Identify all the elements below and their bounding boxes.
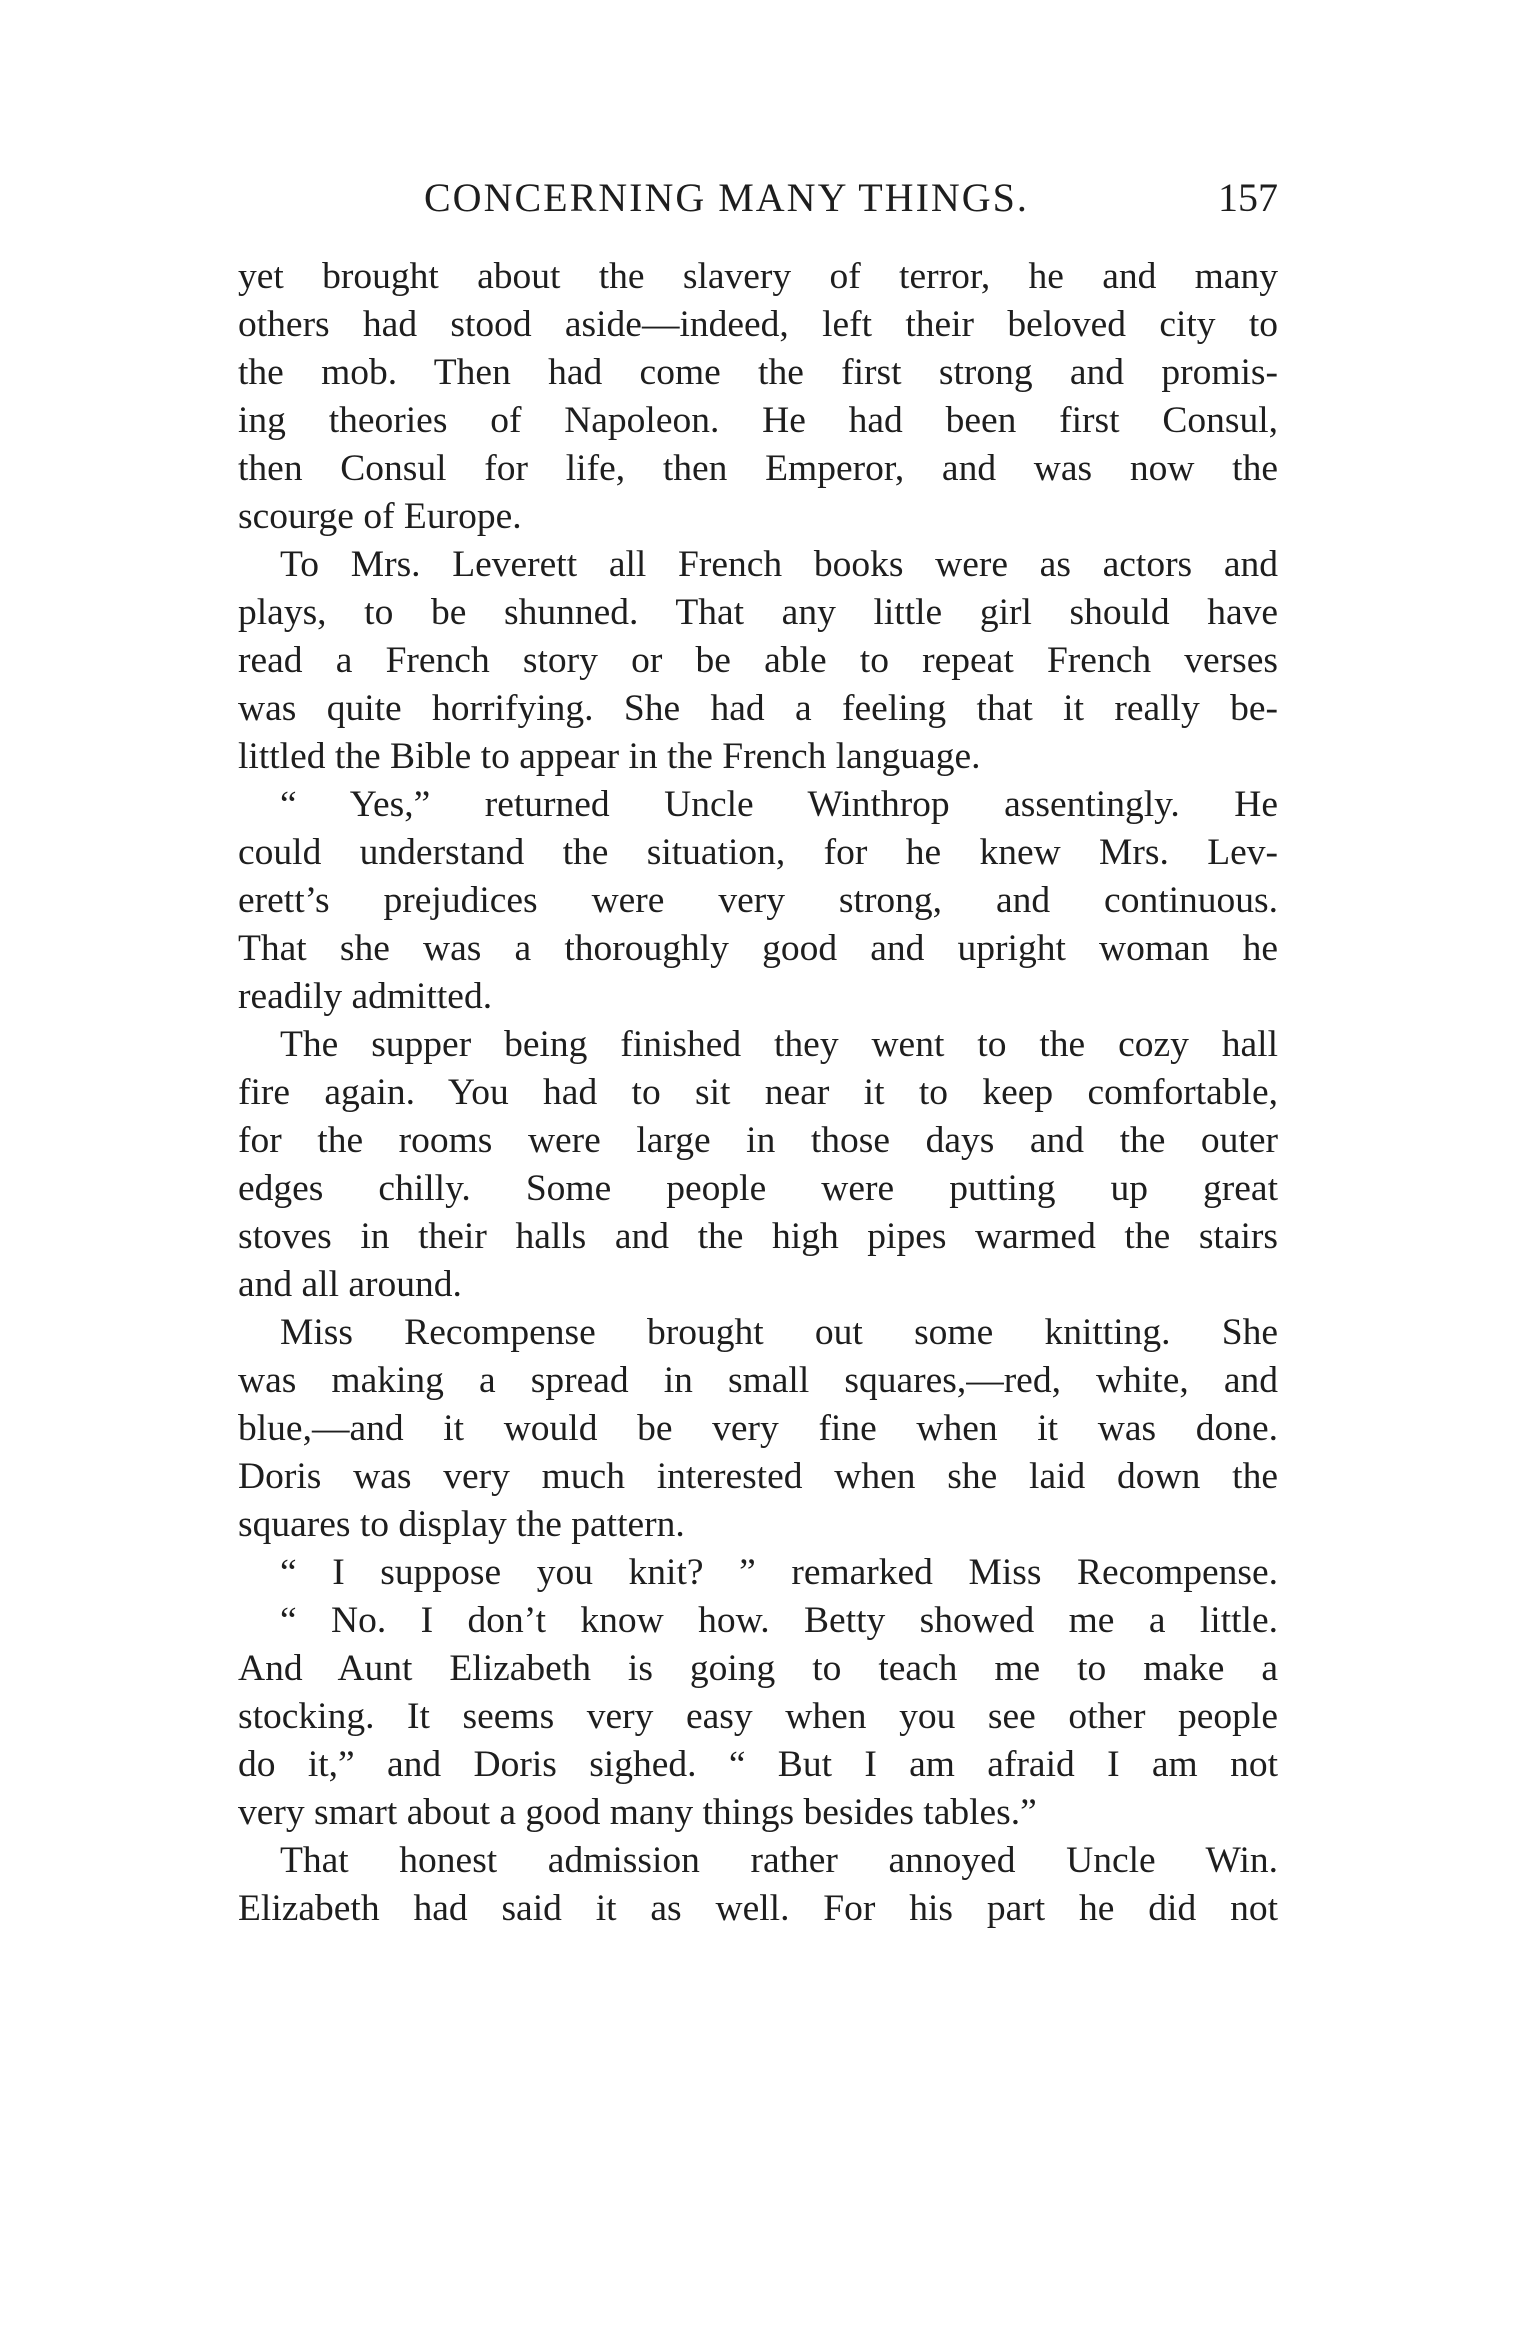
text-line: plays, to be shunned. That any little girl should have [238, 592, 1278, 633]
text-line: Miss Recompense brought out some knitting. She [280, 1312, 1278, 1353]
text-line: erett’s prejudices were very strong, and continuous. [238, 880, 1278, 921]
text-line: read a French story or be able to repeat French verses [238, 640, 1278, 681]
text-line: yet brought about the slavery of terror, he and many [238, 256, 1278, 297]
text-line: very smart about a good many things besides tables.” [238, 1792, 1037, 1833]
text-line: “ No. I don’t know how. Betty showed me a little. [280, 1600, 1278, 1641]
text-line: That she was a thoroughly good and upright woman he [238, 928, 1278, 969]
text-line: scourge of Europe. [238, 496, 522, 537]
text-line: squares to display the pattern. [238, 1504, 685, 1545]
running-head [238, 168, 1278, 228]
text-line: “ Yes,” returned Uncle Winthrop assentingly. He [280, 784, 1278, 825]
text-line: others had stood aside—indeed, left their beloved city to [238, 304, 1278, 345]
page-number: 157 [1218, 175, 1278, 220]
text-line: Doris was very much interested when she laid down the [238, 1456, 1278, 1497]
running-title: CONCERNING MANY THINGS. [424, 175, 1029, 220]
text-line: was quite horrifying. She had a feeling that it really be- [238, 688, 1278, 729]
text-line: Elizabeth had said it as well. For his part he did not [238, 1888, 1278, 1929]
text-line: was making a spread in small squares,—red, white, and [238, 1360, 1278, 1401]
text-line: fire again. You had to sit near it to keep comfortable, [238, 1072, 1278, 1113]
text-line: stocking. It seems very easy when you see other people [238, 1696, 1278, 1737]
text-line: could understand the situation, for he knew Mrs. Lev- [238, 832, 1278, 873]
text-line: then Consul for life, then Emperor, and was now the [238, 448, 1278, 489]
text-line: the mob. Then had come the first strong and promis- [238, 352, 1278, 393]
text-line: and all around. [238, 1264, 462, 1305]
text-line: stoves in their halls and the high pipes warmed the stairs [238, 1216, 1278, 1257]
body-text [238, 253, 1278, 1933]
text-line: That honest admission rather annoyed Uncle Win. [280, 1840, 1278, 1881]
text-line: do it,” and Doris sighed. “ But I am afraid I am not [238, 1744, 1278, 1785]
text-line: ing theories of Napoleon. He had been first Consul, [238, 400, 1278, 441]
text-line: To Mrs. Leverett all French books were as actors and [280, 544, 1278, 585]
text-line: readily admitted. [238, 976, 493, 1017]
text-line: littled the Bible to appear in the French language. [238, 736, 981, 777]
text-line: for the rooms were large in those days and the outer [238, 1120, 1278, 1161]
text-line: The supper being finished they went to the cozy hall [280, 1024, 1278, 1065]
text-line: “ I suppose you knit? ” remarked Miss Recompense. [280, 1552, 1278, 1593]
text-line: And Aunt Elizabeth is going to teach me to make a [238, 1648, 1278, 1689]
text-line: edges chilly. Some people were putting up great [238, 1168, 1278, 1209]
text-line: blue,—and it would be very fine when it was done. [238, 1408, 1278, 1449]
